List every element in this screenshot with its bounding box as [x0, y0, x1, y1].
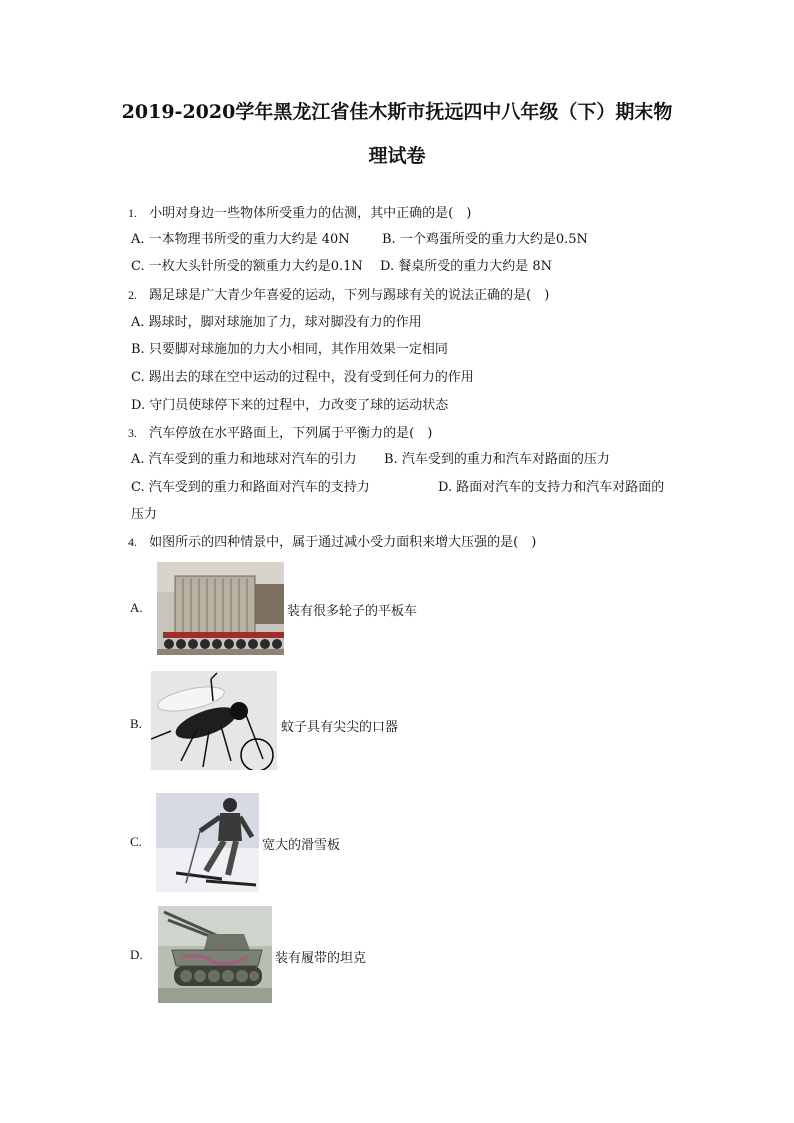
q2-option-b: B. 只要脚对球施加的力大小相同，其作用效果一定相同: [131, 342, 448, 357]
q3-option-d: D. 路面对汽车的支持力和汽车对路面的: [438, 480, 665, 495]
q4-option-d-label: D.: [130, 947, 143, 962]
tank-photo: [158, 906, 272, 1003]
q3-option-c: C. 汽车受到的重力和路面对汽车的支持力: [131, 480, 370, 495]
question-number: 2.: [128, 288, 137, 302]
question-2: [128, 286, 549, 305]
q3-option-a: A. 汽车受到的重力和地球对汽车的引力: [131, 452, 357, 467]
q4-option-b-label: B.: [130, 716, 142, 731]
q3-option-b: B. 汽车受到的重力和汽车对路面的压力: [384, 452, 610, 467]
q2-option-c: C. 踢出去的球在空中运动的过程中，没有受到任何力的作用: [131, 370, 474, 385]
q4-option-c-caption: 宽大的滑雪板: [262, 838, 341, 853]
q4-option-a-caption: 装有很多轮子的平板车: [287, 604, 418, 619]
question-3: [128, 424, 432, 443]
question-number: 3.: [128, 426, 137, 440]
skier-photo: [156, 793, 259, 892]
q4-option-d-caption: 装有履带的坦克: [275, 951, 367, 966]
question-1: [128, 204, 471, 223]
flatbed-truck-photo: [157, 562, 284, 655]
q4-option-b-caption: 蚊子具有尖尖的口器: [281, 720, 399, 735]
q1-option-a: A. 一本物理书所受的重力大约是 40N: [131, 232, 350, 247]
q2-option-d: D. 守门员使球停下来的过程中，力改变了球的运动状态: [131, 398, 449, 413]
q2-option-a: A. 踢球时，脚对球施加了力，球对脚没有力的作用: [131, 315, 422, 330]
q1-option-d: D. 餐桌所受的重力大约是 8N: [380, 259, 553, 274]
question-stem: 小明对身边一些物体所受重力的估测，其中正确的是( ): [149, 206, 472, 221]
q4-option-c-label: C.: [130, 834, 142, 849]
q3-option-d-continued: 压力: [131, 507, 158, 522]
exam-title-line1: 2019-2020学年黑龙江省佳木斯市抚远四中八年级（下）期末物: [121, 101, 673, 123]
question-stem: 如图所示的四种情景中，属于通过减小受力面积来增大压强的是( ): [149, 535, 537, 550]
exam-title-line2: 理试卷: [368, 145, 426, 167]
question-number: 1.: [128, 206, 137, 220]
question-4: [128, 533, 536, 552]
q4-option-a-label: A.: [130, 600, 143, 615]
q1-option-c: C. 一枚大头针所受的额重力大约是0.1N: [131, 259, 363, 274]
q1-option-b: B. 一个鸡蛋所受的重力大约是0.5N: [382, 232, 588, 247]
question-stem: 汽车停放在水平路面上，下列属于平衡力的是( ): [149, 426, 433, 441]
question-number: 4.: [128, 535, 137, 549]
mosquito-photo: [151, 671, 277, 770]
question-stem: 踢足球是广大青少年喜爱的运动，下列与踢球有关的说法正确的是( ): [149, 288, 550, 303]
